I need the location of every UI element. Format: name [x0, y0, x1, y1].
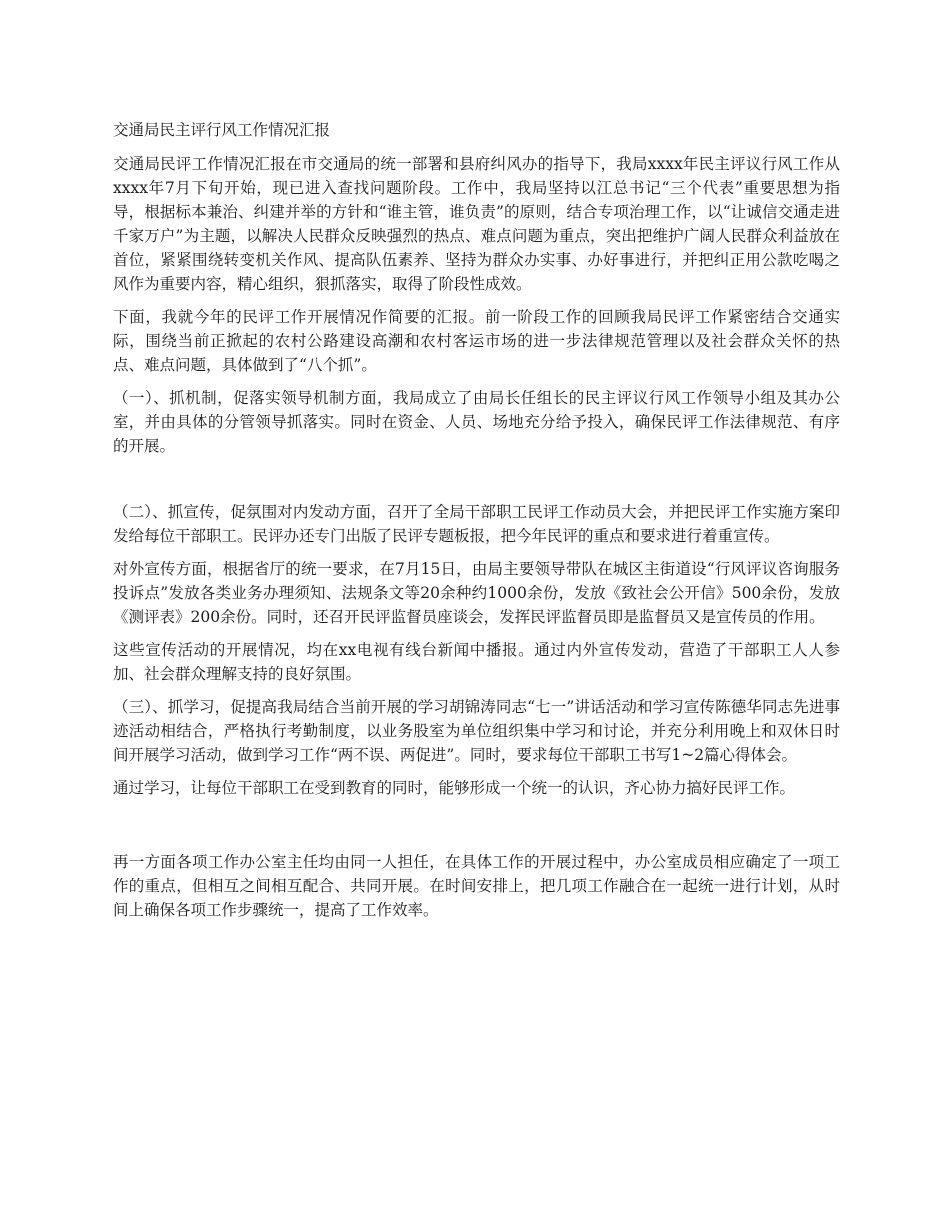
- paragraph-mechanism: （一）、抓机制，促落实领导机制方面，我局成立了由局长任组长的民主评议行风工作领导小组及其办公室，并由具体的分管领导抓落实。同时在资金、人员、场地充分给予投入，确保民评工作法律规范、有序的开展。: [113, 389, 840, 455]
- paragraph-publicity-broadcast: 这些宣传活动的开展情况，均在xx电视有线台新闻中播报。通过内外宣传发动，营造了干部职工人人参加、社会群众理解支持的良好氛围。: [113, 641, 840, 683]
- paragraph-study: （三）、抓学习，促提高我局结合当前开展的学习胡锦涛同志“七一”讲话活动和学习宣传陈德华同志先进事迹活动相结合，严格执行考勤制度，以业务股室为单位组织集中学习和讨论，并充分利用晚上和双休日时间开展学习活动，做到学习工作“两不误、两促进”。同时，要求每位干部职工书写1~2篇心得体会。: [113, 698, 840, 764]
- paragraph-publicity-internal: （二）、抓宣传，促氛围对内发动方面，召开了全局干部职工民评工作动员大会，并把民评工作实施方案印发给每位干部职工。民评办还专门出版了民评专题板报，把今年民评的重点和要求进行着重宣传。: [113, 503, 840, 545]
- paragraph-publicity-external: 对外宣传方面，根据省厅的统一要求，在7月15日，由局主要领导带队在城区主街道设“行风评议咨询服务投诉点”发放各类业务办理须知、法规条文等20余种约1000余份，发放《致社会公开信》500余份，发放《测评表》200余份。同时，还召开民评监督员座谈会，发挥民评监督员即是监督员又是宣传员的作用。: [113, 560, 840, 626]
- paragraph-intro: 交通局民评工作情况汇报在市交通局的统一部署和县府纠风办的指导下，我局xxxx年民主评议行风工作从xxxx年7月下旬开始，现已进入查找问题阶段。工作中，我局坚持以江总书记“三个代表”重要思想为指导，根据标本兼治、纠建并举的方针和“谁主管，谁负责”的原则，结合专项治理工作，以“让诚信交通走进千家万户”为主题，以解决人民群众反映强烈的热点、难点问题为重点，突出把维护广阔人民群众利益放在首位，紧紧围绕转变机关作风、提高队伍素养、坚持为群众办实事、办好事进行，并把纠正用公款吃喝之风作为重要内容，精心组织，狠抓落实，取得了阶段性成效。: [113, 155, 840, 293]
- paragraph-office-coordination: 再一方面各项工作办公室主任均由同一人担任，在具体工作的开展过程中，办公室成员相应确定了一项工作的重点，但相互之间相互配合、共同开展。在时间安排上，把几项工作融合在一起统一进行计划，从时间上确保各项工作步骤统一，提高了工作效率。: [113, 853, 840, 919]
- document-title: 交通局民主评行风工作情况汇报: [113, 121, 331, 139]
- document-page: [113, 118, 840, 931]
- paragraph-study-result: 通过学习，让每位干部职工在受到教育的同时，能够形成一个统一的认识，齐心协力搞好民评工作。: [113, 779, 796, 797]
- paragraph-overview: 下面，我就今年的民评工作开展情况作简要的汇报。前一阶段工作的回顾我局民评工作紧密结合交通实际，围绕当前正掀起的农村公路建设高潮和农村客运市场的进一步法律规范管理以及社会群众关怀的热点、难点问题，具体做到了“八个抓”。: [113, 308, 840, 374]
